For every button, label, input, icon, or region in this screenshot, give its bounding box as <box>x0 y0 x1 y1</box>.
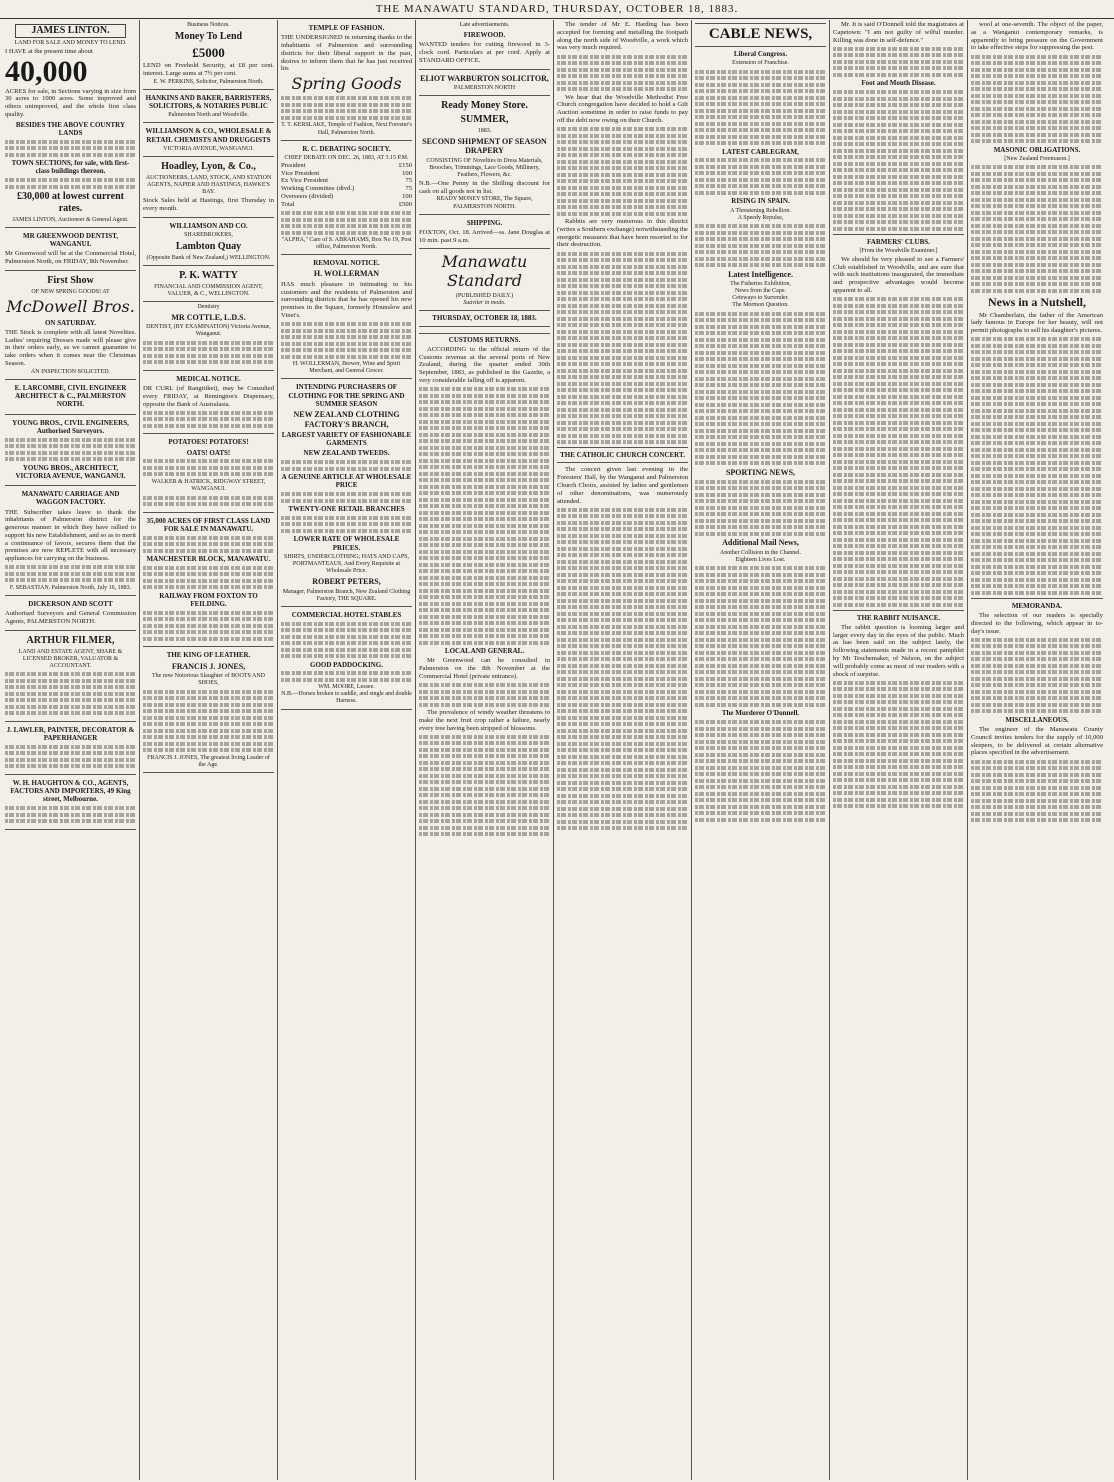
text-filler <box>5 178 136 189</box>
ready-money-title: Ready Money Store. <box>441 100 528 112</box>
warburton-address: PALMERSTON NORTH <box>453 85 516 92</box>
watty-title: P. K. WATTY <box>179 269 238 281</box>
carriage-title: MANAWATU CARRIAGE AND WAGGON FACTORY. <box>21 490 120 507</box>
land-advert <box>143 513 274 648</box>
wollerman-signature: H. WOLLERMAN, Brewer, Wine and Spirit Merchant, and General Grocer. <box>292 361 401 375</box>
moore-signature: WM. MOORE, Lessee. <box>318 684 375 691</box>
cottle-title: MR COTTLE, L.D.S. <box>171 312 246 322</box>
linton-body-2: ACRES for sale, in Sections varying in size from 30 acres to 1000 acres. Some improved and others unimproved, and the whole first class quality. <box>5 87 136 118</box>
threatening-rebellion: A Threatening Rebellion. <box>730 207 791 214</box>
clothing-advert <box>281 379 412 606</box>
mcdowell-name: McDowell Bros. <box>6 296 135 316</box>
article-3: Rabbits are very numerous in this district (writes a Southern exchange) notwithstanding the energetic measures that have been resorted to for their destruction. <box>557 218 688 249</box>
linton-subtitle: LAND FOR SALE AND MONEY TO LEND. <box>14 39 127 46</box>
rabbit-nuisance-title: THE RABBIT NUISANCE. <box>856 613 941 622</box>
shipment-items: CONSISTING OF Novelties in Dress Materials, Brooches, Trimmings, Lace Goods, Millinery, Feathers, Flowers, &c. <box>426 157 543 178</box>
prize-label: Working Committee (divd.) <box>281 185 355 193</box>
prize-value: 75 <box>405 177 412 185</box>
text-filler <box>833 47 964 77</box>
text-filler <box>557 252 688 445</box>
masonic-source: [New Zealand Freemason.] <box>1004 155 1070 162</box>
text-filler <box>695 720 826 822</box>
railway-title: RAILWAY FROM FOXTON TO FEILDING. <box>159 591 258 609</box>
manchester-block: MANCHESTER BLOCK, MANAWATU. <box>146 555 271 564</box>
column-6 <box>692 20 830 1480</box>
fashionable-garments: LARGEST VARIETY OF FASHIONABLE GARMENTS <box>281 430 412 448</box>
removal-advert <box>281 255 412 379</box>
sporting-news: SPORTING NEWS, <box>725 467 796 477</box>
farmers-source: [From the Woodville Examiner.] <box>859 247 938 254</box>
local-news-continued <box>557 21 688 830</box>
acreage-number: 40,000 <box>5 54 88 88</box>
text-filler <box>143 566 274 590</box>
williamson-address: VICTORIA AVENUE, WANGANUI. <box>163 145 254 152</box>
jones-signature: FRANCIS J. JONES, The greatest living Leader of the Age. <box>147 754 270 768</box>
text-filler <box>143 459 274 476</box>
haughton-advert <box>5 775 136 830</box>
lower-rate: LOWER RATE OF WHOLESALE PRICES. <box>293 535 400 552</box>
extension-franchise: Extension of Franchise. <box>732 59 789 66</box>
jones-advert <box>143 647 274 773</box>
inspection-line: AN INSPECTION SOLICITED. <box>30 368 111 375</box>
nutshell-title: News in a Nutshell, <box>987 295 1086 310</box>
shipment-title: SECOND SHIPMENT OF SEASON DRAPERY <box>422 136 547 156</box>
text-filler <box>695 480 826 536</box>
medical-advert <box>143 371 274 435</box>
medical-body: DR CURL (of Rangitikei), may be Consulted every FRIDAY, at Remington's Dispensary, opposite the Bank of Australasia. <box>143 385 274 408</box>
prize-value: £150 <box>398 161 412 169</box>
mcdowell-body: THE Stock is complete with all latest Novelties. Ladies' requiring Dresses made will please give in their orders early, as we cannot guarantee to take orders when it comes near the Christmas Season. <box>5 328 136 367</box>
masthead-title: THE MANAWATU STANDARD, THURSDAY, OCTOBER 18, 1883. <box>375 3 739 15</box>
stables-title: COMMERCIAL HOTEL STABLES <box>291 610 402 619</box>
medical-title: MEDICAL NOTICE. <box>176 374 241 383</box>
prize-row <box>281 193 412 201</box>
debating-title: R. C. DEBATING SOCIETY. <box>302 144 391 153</box>
paper-title: Manawatu Standard <box>441 252 528 291</box>
text-filler <box>695 312 826 466</box>
concert-body: The concert given last evening in the Foresters' Hall, by the Wanganui and Palmerston Church Choirs, assisted by ladies and gentlemen of other denominations, was numerously attended. <box>557 466 688 505</box>
text-filler <box>557 55 688 92</box>
text-filler <box>971 165 1103 293</box>
text-filler <box>695 224 826 267</box>
hoadley-subtitle: AUCTIONEERS, LAND, STOCK, AND STATION AGENTS, NAPIER AND HASTINGS, HAWKE'S BAY. <box>145 174 272 195</box>
warburton-advert <box>419 70 550 97</box>
temple-body: THE UNDERSIGNED in returning thanks to the inhabitants of Palmerston and surrounding districts for their liberal support in the past, desires to inform them that he has just received his <box>281 34 412 73</box>
carriage-advert <box>5 486 136 596</box>
loan-amount: £30,000 at lowest current rates. <box>16 191 125 214</box>
removal-title: REMOVAL NOTICE. <box>313 259 380 268</box>
text-filler <box>419 683 550 707</box>
alpha-signature: "ALPHA," Care of S. ABRAHAMS, Box No 19, Post office, Palmerston North. <box>281 237 412 251</box>
mcdowell-date: ON SATURDAY. <box>44 318 97 327</box>
hankins-address: Palmerston North and Woodville. <box>168 112 249 119</box>
local-body-1: Mr Greenwood can be consulted in Palmerston on the 8th November at the Commercial Hotel (private entrance). <box>419 657 550 680</box>
potatoes-advert <box>143 434 274 512</box>
mormon-question: The Mormon Question. <box>732 302 789 309</box>
young-bros-advert <box>5 415 136 487</box>
collision-channel: Another Collision in the Channel. <box>719 549 802 556</box>
text-filler <box>971 760 1103 823</box>
foot-mouth-title: Foot and Mouth Disease. <box>861 79 936 88</box>
rabbit-body: The rabbit question is looming larger and larger every day in the eyes of the public. Much as has been said on the subject lately, the following statements made in a recent pamphlet by Mr Teschemaker, of Nelson, on the subject will probably come as most of our readers with a shock of surprise. <box>833 623 964 678</box>
carriage-signature: F. SEBASTIAN. Palmerston North, July 16, 1883. <box>9 584 132 591</box>
peters-name: ROBERT PETERS, <box>312 577 381 587</box>
watty-advert <box>143 266 274 302</box>
hoadley-body: Stock Sales held at Hastings, first Thursday in every month. <box>143 197 274 212</box>
text-filler <box>281 671 412 682</box>
customs-body: ACCORDING to the official return of the Customs revenue at the several ports of New Zealand, during the quarter ended 30th September, 1883, as published in the Gazette, a very considerable falling off is apparent. <box>419 345 550 384</box>
kerslake-signature: T. T. KERSLAKE, Temple of Fashion, Next Forester's Hall, Palmerston North. <box>281 122 412 136</box>
cottle-advert <box>143 302 274 371</box>
murderer-odonnell: The Murderer O'Donnell. <box>721 709 800 718</box>
column-5 <box>554 20 692 1480</box>
column-8-intro: wool at one-seventh. The object of the paper, as a Wanganui contemporary remarks, is apparently to bring pressure on the Government to take effective steps for suppressing the pest. <box>971 21 1103 52</box>
text-filler <box>143 536 274 553</box>
moore-footnote: N.B.—Horses broken to saddle, and single and double Harness. <box>281 691 412 705</box>
town-sections: TOWN SECTIONS, for sale, with first-class buildings thereon. <box>11 159 130 176</box>
prize-row <box>281 201 412 209</box>
prize-label: Vice President <box>281 169 320 177</box>
nutshell-body: Mr Chamberlain, the father of the American lady famous in Europe for her beauty, will not permit photographs to sell his daughter's pictures. <box>971 311 1103 335</box>
fisheries-exhibition: The Fisheries Exhibition, <box>730 281 791 288</box>
cetewayo-surrender: Cetewayo to Surrender. <box>732 295 789 302</box>
filmer-advert <box>5 631 136 722</box>
williamson-advert <box>143 123 274 157</box>
text-filler <box>557 127 688 216</box>
watty-subtitle: FINANCIAL AND COMMISSION AGENT, VALUER, & C., WELLINGTON. <box>154 283 263 297</box>
cable-news-title: CABLE NEWS, <box>695 23 826 47</box>
farmers-clubs-title: FARMERS' CLUBS. <box>867 237 930 246</box>
dickerson-title: DICKERSON AND SCOTT <box>28 600 113 608</box>
text-filler <box>143 341 274 365</box>
nz-tweeds: NEW ZEALAND TWEEDS. <box>303 449 390 458</box>
misc-title: MISCELLANEOUS. <box>1005 715 1069 724</box>
sharebrokers-advert <box>143 218 274 266</box>
column-2 <box>140 20 278 1480</box>
text-filler <box>143 496 274 507</box>
editorial-masthead <box>419 249 550 333</box>
dentistry-label: Dentistry <box>197 303 220 310</box>
ready-money-advert <box>419 96 550 214</box>
customs-article <box>419 336 550 837</box>
text-filler <box>143 690 274 753</box>
masonic-title: MASONIC OBLIGATIONS. <box>993 145 1081 154</box>
page-columns <box>2 20 1112 1480</box>
text-filler <box>5 672 136 715</box>
wollerman-body: HAS much pleasure in intimating to his customers and the residents of Palmerston and surrounding districts that he has opened his new premises in the Square, formerly Hounslow and Vinet's. <box>281 280 412 319</box>
first-show-subtitle: OF NEW SPRING GOODS! AT <box>31 288 110 295</box>
late-ads <box>419 20 550 70</box>
stables-advert <box>281 607 412 710</box>
shipping-section <box>419 215 550 250</box>
column-8 <box>968 20 1106 1480</box>
filmer-subtitle: LAND AND ESTATE AGENT, SHARE & LICENSED BROKER, VALUATOR & ACCOUNTANT. <box>18 648 123 669</box>
text-filler <box>281 516 412 533</box>
temple-title: TEMPLE OF FASHION. <box>308 24 385 32</box>
prize-label: Total <box>281 200 295 208</box>
young-bros-architect: YOUNG BROS., ARCHITECT, VICTORIA AVENUE, WANGANUI. <box>15 463 126 480</box>
money-advert <box>143 20 274 90</box>
additional-mail-news: Additional Mail News, <box>722 538 799 548</box>
firewood-title: FIREWOOD. <box>463 31 506 40</box>
text-filler <box>281 322 412 359</box>
linton-body: I HAVE at the present time about <box>5 47 93 55</box>
column-1 <box>2 20 140 1480</box>
latest-cablegram: LATEST CABLEGRAM, <box>722 147 799 156</box>
hoadley-advert <box>143 157 274 218</box>
prize-row <box>281 170 412 178</box>
besides-heading: BESIDES THE ABOVE COUNTRY LANDS <box>15 120 126 137</box>
cottle-subtitle: DENTIST, (BY EXAMINATION) Victoria Avenue, Wanganui. <box>146 324 271 338</box>
column-3 <box>278 20 416 1480</box>
cape-news: News from the Cape. <box>735 288 786 295</box>
peters-subtitle: Manager, Palmerston Branch, New Zealand Clothing Factory, THE SQUARE. <box>282 588 411 602</box>
temple-advert <box>281 20 412 141</box>
prize-value: 75 <box>405 185 412 193</box>
greenwood-body: Mr Greenwood will be at the Commercial Hotel, Palmerston North, on FRIDAY, 8th November. <box>5 250 136 266</box>
walker-signature: WALKER & HATRICK, RIDGWAY STREET, WANGANUI. <box>151 478 266 492</box>
mcdowell-advert <box>5 271 136 380</box>
lambton-quay: Lambton Quay <box>175 240 242 252</box>
text-filler <box>695 566 826 707</box>
text-filler <box>143 411 274 428</box>
customs-title: CUSTOMS RETURNS. <box>448 335 521 344</box>
prize-label: Ex Vice President <box>281 177 329 185</box>
paper-subtitle: (PUBLISHED DAILY.) <box>455 293 514 300</box>
text-filler <box>5 565 136 582</box>
text-filler <box>971 638 1103 714</box>
text-filler <box>5 806 136 823</box>
firewood-body: WANTED tenders for cutting firewood in 3-clock cord. Particulars at per cord. Apply at STANDARD OFFICE. <box>419 41 550 64</box>
king-of-leather: THE KING OF LEATHER. <box>166 651 251 660</box>
hoadley-title: Hoadley, Lyon, & Co., <box>161 160 256 172</box>
shirts-line: SHIRTS, UNDERCLOTHING; HATS AND CAPS, PORTMANTEAUS, And Every Requisite at Wholesale Price. <box>284 553 409 575</box>
text-filler <box>281 460 412 471</box>
lives-lost: Eighteen Lives Lost. <box>735 556 786 563</box>
local-body-2: The prevalence of windy weather threatens to make the next fruit crop rather a failure, nearly every tree having been stripped of blossoms. <box>419 709 550 732</box>
young-bros-title: YOUNG BROS., CIVIL ENGINEERS, Authorised Surveyors. <box>12 418 129 435</box>
linton-title: JAMES LINTON. <box>15 24 126 38</box>
dickerson-body: Authorised Surveyors and General Commission Agents, PALMERSTON NORTH. <box>5 610 136 626</box>
filmer-title: ARTHUR FILMER, <box>26 634 115 646</box>
dickerson-advert <box>5 596 136 631</box>
paper-motto: Suaviter in modo. <box>463 300 506 307</box>
text-filler <box>971 337 1103 595</box>
column-7 <box>830 20 968 1480</box>
farmers-body: We should be very pleased to see a Farmers' Club established in Woodville, and are sure that with such institutions inaugurated, the immediate and prospective advantages would become apparent to all. <box>833 255 964 294</box>
prize-label: Overseers (divided) <box>281 193 334 200</box>
cable-continued <box>833 21 964 808</box>
text-filler <box>833 90 964 231</box>
haughton-title: W. H. HAUGHTON & CO., AGENTS, FACTORS AND IMPORTERS, 49 King street, Melbourne. <box>10 778 131 804</box>
local-general-title: LOCAL AND GENERAL. <box>444 647 525 656</box>
twenty-one-branches: TWENTY-ONE RETAIL BRANCHES <box>288 505 405 514</box>
business-notices-label: Business Notices. <box>187 22 230 28</box>
store-signature: READY MONEY STORE, The Square, PALMERSTON NORTH. <box>436 196 533 210</box>
text-filler <box>833 297 964 607</box>
shipping-body: FOXTON, Oct. 18. Arrived—ss. Jane Douglas at 10 min. past 9 a.m. <box>419 228 550 244</box>
linton-advert <box>5 20 136 228</box>
shipping-title: SHIPPING. <box>466 218 503 227</box>
text-filler <box>5 745 136 769</box>
hankins-advert <box>143 90 274 124</box>
paddocking: GOOD PADDOCKING. <box>310 660 383 669</box>
text-filler <box>557 508 688 831</box>
summer-year: 1883. <box>477 127 492 134</box>
article-1: The tender of Mr E. Harding has been accepted for forming and metalling the footpath along the north side of Woodville, a work which was very much required. <box>557 21 688 52</box>
prize-value: £500 <box>398 200 412 208</box>
debating-advert <box>281 141 412 256</box>
lambton-address: (Opposite Bank of New Zealand,) WELLINGTON. <box>146 254 271 261</box>
masthead <box>0 0 1114 19</box>
memoranda-title: MEMORANDA. <box>1011 601 1063 610</box>
spring-goods: Spring Goods <box>291 74 402 94</box>
discount-note: N.B.—One Penny in the Shilling discount for cash on all goods not in list. <box>419 179 550 195</box>
text-filler <box>5 438 136 462</box>
prize-row <box>281 177 412 185</box>
text-filler <box>695 70 826 146</box>
money-amount: £5000 <box>192 44 225 60</box>
lawler-title: J. LAWLER, PAINTER, DECORATOR & PAPERHANGER <box>6 725 135 743</box>
larcombe-advert <box>5 380 136 415</box>
article-2: We hear that the Woodville Methodist Free Church congregation have decided to hold a Gift Auction sometime in order to raise funds to pay off the debt now owing on their Church. <box>557 93 688 124</box>
lawler-advert <box>5 722 136 775</box>
linton-signature: JAMES LINTON, Auctioneer & General Agent. <box>12 216 129 223</box>
williamson-title: WILLIAMSON & CO., WHOLESALE & RETAIL CHEMISTS AND DRUGGISTS <box>145 127 272 144</box>
text-filler <box>281 211 412 235</box>
debate-date: CHIEF DEBATE ON DEC. 26, 1883, AT 3.15 P.M. <box>284 154 409 161</box>
editorial-date: THURSDAY, OCTOBER 18, 1883. <box>432 314 537 323</box>
hankins-title: HANKINS AND BAKER, BARRISTERS, SOLICITORS, & NOTARIES PUBLIC <box>145 93 272 111</box>
sharebrokers-title: WILLIAMSON AND CO. <box>169 221 248 230</box>
oats-title: OATS! OATS! <box>186 448 231 457</box>
speedy-repulse: A Speedy Repulse, <box>737 214 784 221</box>
text-filler <box>281 622 412 659</box>
memoranda-body: The selection of our readers is specially directed to the following, which appear in to-day's issue. <box>971 612 1103 635</box>
text-filler <box>5 140 136 157</box>
prize-value: 100 <box>402 193 412 200</box>
greenwood-advert <box>5 228 136 271</box>
text-filler <box>833 681 964 809</box>
perkins-signature: E. W. PERKINS, Solicitor, Palmerston North. <box>153 78 264 85</box>
text-filler <box>419 387 550 645</box>
first-show-title: First Show <box>47 274 94 286</box>
latest-intelligence: Latest Intelligence. <box>728 269 793 279</box>
wollerman-name: H. WOLLERMAN <box>313 269 380 279</box>
text-filler <box>281 492 412 503</box>
text-filler <box>971 55 1103 144</box>
larcombe-title: E. LARCOMBE, CIVIL ENGINEER ARCHITECT & C., PALMERSTON NORTH. <box>14 383 127 409</box>
prize-row <box>281 185 412 193</box>
column-8-articles <box>971 21 1103 822</box>
column-7-intro: Mr. It is said O'Donnell told the magistrates at Capetown: "I am not guilty of wilful murder. Killing was done in self-defence." <box>833 21 964 44</box>
text-filler <box>695 158 826 195</box>
liberal-congress: Liberal Congress. <box>733 49 788 58</box>
prize-row <box>281 162 412 170</box>
greenwood-title: MR GREENWOOD DENTIST, WANGANUI. <box>23 231 118 249</box>
jones-subtitle: The now Notorious Slaughter of BOOTS AND SHOES, <box>152 673 265 687</box>
jones-title: FRANCIS J. JONES, <box>171 661 246 671</box>
prize-value: 100 <box>402 169 412 177</box>
text-filler <box>143 611 274 641</box>
genuine-article: A GENUINE ARTICLE AT WHOLESALE PRICE <box>281 473 412 490</box>
prize-label: President <box>281 161 306 169</box>
column-4 <box>416 20 554 1480</box>
money-title: Money To Lend <box>174 31 243 43</box>
intending-title: INTENDING PURCHASERS OF CLOTHING FOR THE SPRING AND SUMMER SEASON <box>288 383 405 408</box>
money-body: LEND on Freehold Security, at £8 per cent. interest. Large sums at 7½ per cent. <box>143 62 274 77</box>
rising-spain: RISING IN SPAIN. <box>731 197 790 206</box>
misc-body: The engineer of the Manawatu County Council invites tenders for the supply of 10,000 sleepers, to be delivered at certain alternative places specified in the advertisement. <box>971 726 1103 757</box>
late-advert-label: Late advertisements. <box>459 22 510 28</box>
potatoes-title: POTATOES! POTATOES! <box>168 438 249 447</box>
carriage-body: THE Subscriber takes leave to thank the inhabitants of Palmerston district for the generous manner in which they have rallied to support his new Establishment, and so as to merit a continuance of favors, secures them that the premises are now REPLETE with all necessary appliances for carrying on the business. <box>5 508 136 563</box>
text-filler <box>419 735 550 837</box>
sharebrokers-subtitle: SHAREBROKERS, <box>184 231 233 238</box>
text-filler <box>281 96 412 120</box>
summer-title: SUMMER, <box>460 113 509 125</box>
concert-title: THE CATHOLIC CHURCH CONCERT. <box>560 451 685 460</box>
nz-clothing-title: NEW ZEALAND CLOTHING FACTORY'S BRANCH, <box>293 410 400 429</box>
land-acres-title: 35,000 ACRES OF FIRST CLASS LAND FOR SALE IN MANAWATU. <box>146 516 271 533</box>
warburton-title: ELIOT WARBURTON SOLICITOR, <box>420 73 549 83</box>
prize-list <box>281 162 412 209</box>
